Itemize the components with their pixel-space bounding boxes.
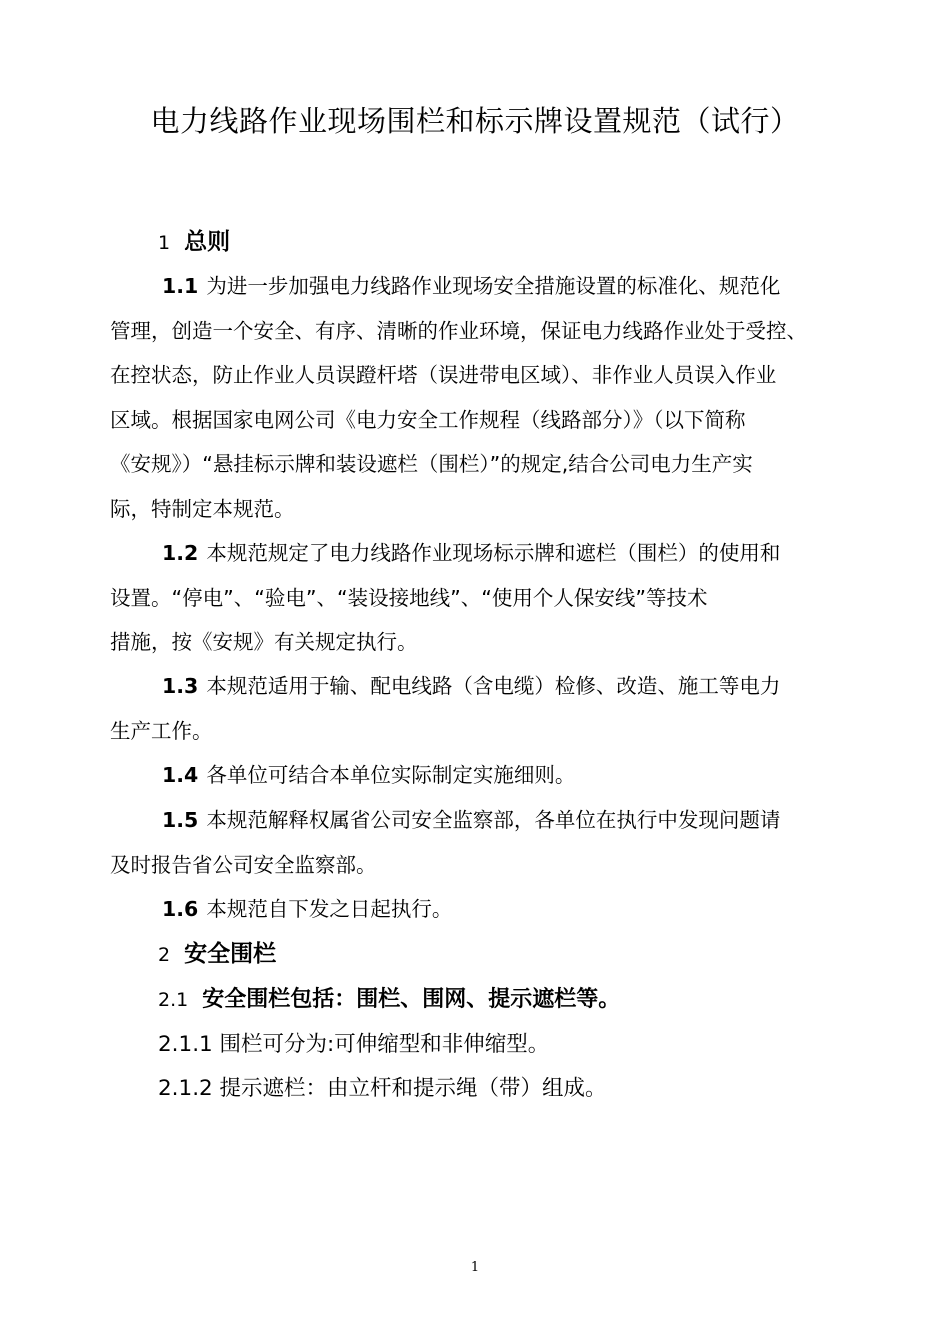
page-number: 1 xyxy=(470,1260,480,1275)
line-text: 为进一步加强电力线路作业现场安全措施设置的标准化、规范化 xyxy=(206,274,781,298)
paragraph-1-6 xyxy=(110,887,870,932)
paragraph-line: 设置。“停电”、“验电”、“装设接地线”、“使用个人保安线”等技术 xyxy=(110,585,708,610)
section-2-heading xyxy=(158,938,276,971)
paragraph-line xyxy=(110,753,870,798)
paragraph-line: 在控状态，防止作业人员误蹬杆塔（误进带电区域）、非作业人员误入作业 xyxy=(110,363,777,387)
paragraph-line: 《安规》）“悬挂标示牌和装设遮栏（围栏）”的规定,结合公司电力生产实 xyxy=(110,452,753,476)
paragraph-line: 管理，创造一个安全、有序、清晰的作业环境，保证电力线路作业处于受控、 xyxy=(110,318,807,343)
paragraph-line: 措施，按《安规》有关规定执行。 xyxy=(110,630,418,654)
clause-2-1-2: 2.1.2 提示遮栏：由立杆和提示绳（带）组成。 xyxy=(158,1076,607,1101)
paragraph-line xyxy=(110,798,870,843)
clause-number: 1.5 xyxy=(162,808,199,832)
clause-number: 1.4 xyxy=(162,763,199,787)
paragraph-1-2 xyxy=(110,531,870,665)
paragraph-line: 区域。根据国家电网公司《电力安全工作规程（线路部分）》（以下简称 xyxy=(110,407,746,432)
paragraph-line xyxy=(110,664,870,709)
line-text: 各单位可结合本单位实际制定实施细则。 xyxy=(206,763,576,787)
clause-number: 1.1 xyxy=(162,274,199,298)
paragraph-line: 际，特制定本规范。 xyxy=(110,496,295,521)
paragraph-line xyxy=(110,264,870,309)
paragraph-1-4 xyxy=(110,753,870,798)
section-number: 1 xyxy=(158,232,171,254)
paragraph-1-5 xyxy=(110,798,870,887)
section-title: 安全围栏 xyxy=(184,941,277,967)
paragraph-line: 生产工作。 xyxy=(110,718,213,743)
line-text: 本规范自下发之日起执行。 xyxy=(206,897,453,921)
clause-number: 1.3 xyxy=(162,674,199,698)
section-title: 总则 xyxy=(184,229,231,255)
clause-text: 安全围栏包括：围栏、围网、提示遮栏等。 xyxy=(202,987,621,1012)
section-1-heading xyxy=(158,226,230,259)
line-text: 本规范适用于输、配电线路（含电缆）检修、改造、施工等电力 xyxy=(206,674,781,698)
line-text: 本规范规定了电力线路作业现场标示牌和遮栏（围栏）的使用和 xyxy=(206,541,781,565)
paragraph-1-3 xyxy=(110,664,870,753)
section-number: 2 xyxy=(158,944,171,966)
clause-number: 1.2 xyxy=(162,541,199,565)
line-text: 本规范解释权属省公司安全监察部，各单位在执行中发现问题请 xyxy=(206,808,781,832)
clause-2-1 xyxy=(158,984,620,1016)
paragraph-line: 及时报告省公司安全监察部。 xyxy=(110,852,377,877)
paragraph-line xyxy=(110,887,870,932)
clause-number: 2.1 xyxy=(158,989,189,1011)
clause-number: 1.6 xyxy=(162,897,199,921)
clause-2-1-1: 2.1.1 围栏可分为:可伸缩型和非伸缩型。 xyxy=(158,1032,550,1057)
document-title: 电力线路作业现场围栏和标示牌设置规范（试行） xyxy=(150,104,800,138)
paragraph-1-1 xyxy=(110,264,870,531)
paragraph-line xyxy=(110,531,870,576)
